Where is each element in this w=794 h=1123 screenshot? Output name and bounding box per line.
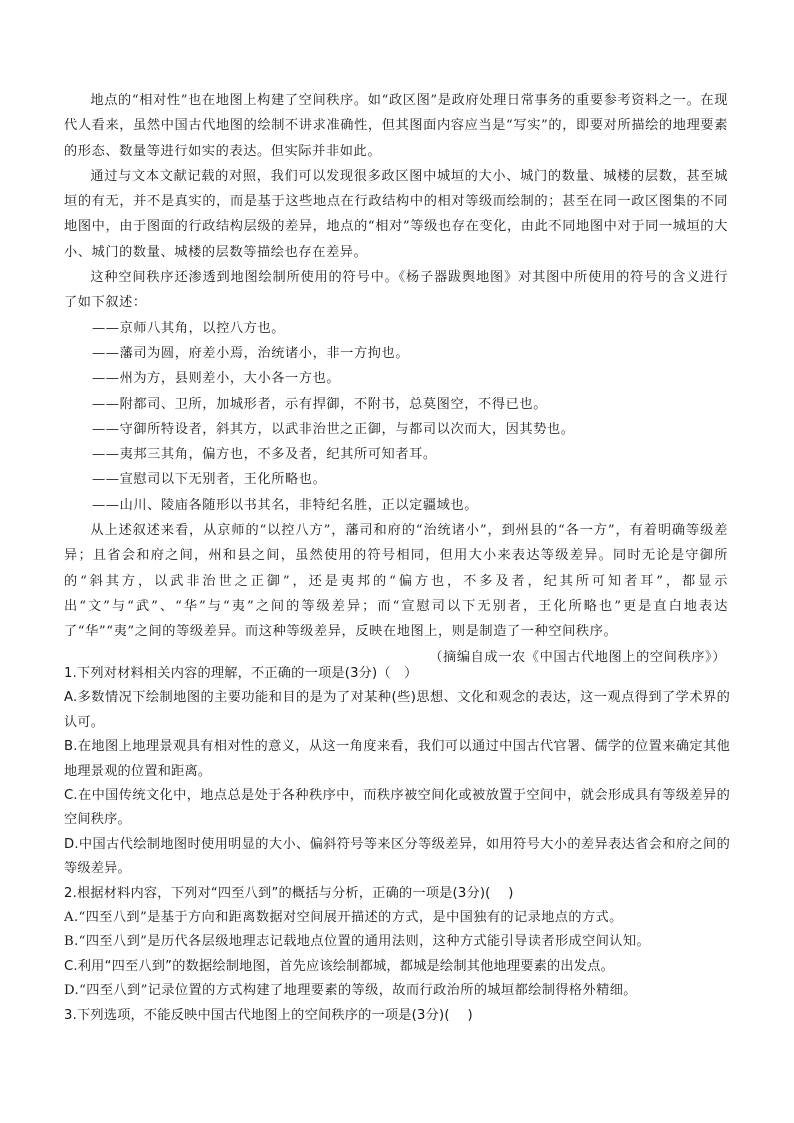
reading-passage [64, 88, 728, 670]
symbol-quote: ——附都司、卫所，加城形者，示有捍御，不附书，总莫图空，不得已也。 [92, 396, 547, 412]
passage-conclusion: 从上述叙述来看，从京师的“以控八方”，藩司和府的“治统诸小”，到州县的“各一方”，有着明确等级差异；且省会和府之间，州和县之间，虽然使用的符号相同，但用大小来表达等级差异。同时无论是守御所的“斜其方，以武非治世之正御”，还是夷邦的“偏方也，不多及者，纪其所可知者耳”，都显示出“文”与“武”、“华”与“夷”之间的等级差异；而“宣慰司以下无别者，王化所略也”更是直白地表达了“华”“夷”之间的等级差异。而这种等级差异，反映在地图上，则是制造了一种空间秩序。 [64, 523, 728, 640]
question-2-option-c: C.利用“四至八到”的数据绘制地图，首先应该绘制都城，都城是绘制其他地理要素的出发点。 [64, 958, 614, 974]
symbol-quote: ——夷邦三其角，偏方也，不多及者，纪其所可知者耳。 [92, 447, 437, 463]
question-1-option-d: D.中国古代绘制地图时使用明显的大小、偏斜符号等来区分等级差异，如用符号大小的差异表达省会和府之间的等级差异。 [64, 836, 730, 877]
symbol-quote: ——州为方，县则差小，大小各一方也。 [92, 371, 341, 387]
symbol-quote: ——藩司为圆，府差小焉，治统诸小，非一方拘也。 [92, 345, 410, 361]
passage-paragraph: 地点的“相对性”也在地图上构建了空间秩序。如“政区图”是政府处理日常事务的重要参考资料之一。在现代人看来，虽然中国古代地图的绘制不讲求准确性，但其图面内容应当是“写实”的，即要对所描绘的地理要素的形态、数量等进行如实的表达。但实际并非如此。 [64, 93, 728, 159]
question-2-option-d: D.“四至八到”记录位置的方式构建了地理要素的等级，故而行政治所的城垣都绘制得格外精细。 [64, 983, 637, 999]
question-2-option-a: A.“四至八到”是基于方向和距离数据对空间展开描述的方式，是中国独有的记录地点的方式。 [64, 910, 623, 926]
passage-paragraph: 通过与文本文献记载的对照，我们可以发现很多政区图中城垣的大小、城门的数量、城楼的层数，甚至城垣的有无，并不是真实的，而是基于这些地点在行政结构中的相对等级而绘制的；甚至在同一政区图集的不同地图中，由于图面的行政结构层级的差异，地点的“相对”等级也存在变化，由此不同地图中对于同一城垣的大小、城门的数量、城楼的层数等描绘也存在差异。 [64, 168, 728, 260]
questions-section [64, 662, 730, 1028]
question-2-option-b: B.“四至八到”是历代各层级地理志记载地点位置的通用法则，这种方式能引导读者形成空间认知。 [64, 934, 651, 950]
passage-paragraph: 这种空间秩序还渗透到地图绘制所使用的符号中。《杨子器跋舆地图》对其图中所使用的符号的含义进行了如下叙述： [64, 270, 728, 311]
question-stem-3: 3.下列选项，不能反映中国古代地图上的空间秩序的一项是(3分)( ) [64, 1007, 473, 1023]
symbol-quote: ——京师八其角，以控八方也。 [92, 320, 286, 336]
symbol-quote: ——守御所特设者，斜其方，以武非治世之正御，与都司以次而大，因其势也。 [92, 421, 575, 437]
question-1-option-a: A.多数情况下绘制地图的主要功能和目的是为了对某种(些)思想、文化和观念的表达，这一观点得到了学术界的认可。 [64, 690, 730, 730]
symbol-quote: ——宣慰司以下无别者，王化所略也。 [92, 472, 327, 488]
passage-source: （摘编自成一农《中国古代地图上的空间秩序》） [429, 649, 726, 665]
question-stem-1: 1.下列对材料相关内容的理解，不正确的一项是(3分)（ ） [64, 666, 418, 681]
question-1-option-b: B.在地图上地理景观具有相对性的意义，从这一角度来看，我们可以通过中国古代官署、儒学的位置来确定其他地理景观的位置和距离。 [64, 739, 730, 779]
question-stem-2: 2.根据材料内容，下列对“四至八到”的概括与分析，正确的一项是(3分)( ) [64, 885, 514, 901]
question-1-option-c: C.在中国传统文化中，地点总是处于各种秩序中，而秩序被空间化或被放置于空间中，就会形成具有等级差异的空间秩序。 [64, 788, 730, 828]
symbol-quote: ——山川、陵庙各随形以书其名，非特纪名胜，正以定疆域也。 [92, 497, 479, 513]
